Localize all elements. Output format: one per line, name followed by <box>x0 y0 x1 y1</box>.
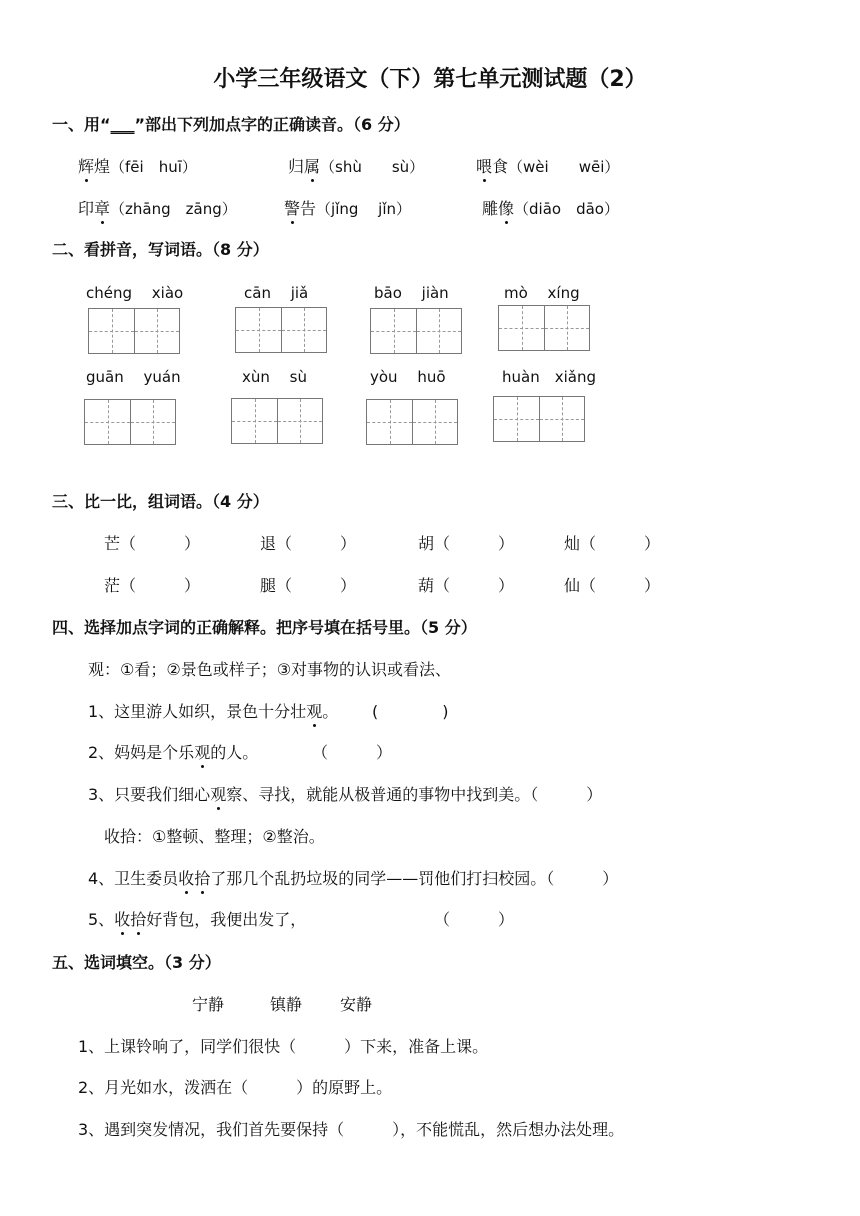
pronunciation-item: 印章（zhāng zāng） <box>78 196 237 219</box>
pronunciation-item: 喂食（wèi wēi） <box>476 154 619 177</box>
writing-grid[interactable] <box>231 398 323 444</box>
word-compare-item: 腿（ ） <box>260 576 357 595</box>
pronunciation-item: 归属（shù sù） <box>288 154 424 177</box>
section-5-heading: 五、选词填空。（3 分） <box>52 953 221 972</box>
question-item: 4、卫生委员收拾了那几个乱扔垃圾的同学——罚他们打扫校园。（ ） <box>88 866 618 889</box>
writing-grid[interactable] <box>493 396 585 442</box>
fill-blank-question: 2、月光如水，泼洒在（ ）的原野上。 <box>78 1078 393 1097</box>
word-option: 安静 <box>340 995 373 1014</box>
word-compare-item: 胡（ ） <box>418 534 515 553</box>
question-item: 3、只要我们细心观察、寻找，就能从极普通的事物中找到美。（ ） <box>88 782 602 805</box>
pinyin-label: huàn xiǎng <box>502 368 596 386</box>
writing-grid[interactable] <box>370 308 462 354</box>
word-compare-item: 退（ ） <box>260 534 357 553</box>
writing-grid[interactable] <box>84 399 176 445</box>
word-compare-item: 葫（ ） <box>418 576 515 595</box>
page-title: 小学三年级语文（下）第七单元测试题（2） <box>213 67 647 92</box>
section-1-heading: 一、用“___”部出下列加点字的正确读音。（6 分） <box>52 115 410 134</box>
definition-guan: 观：①看；②景色或样子；③对事物的认识或看法、 <box>88 660 452 679</box>
word-compare-item: 灿（ ） <box>564 534 661 553</box>
pinyin-label: cān jiǎ <box>244 284 309 302</box>
word-compare-item: 茫（ ） <box>104 576 201 595</box>
pinyin-label: guān yuán <box>86 368 181 386</box>
pinyin-label: bāo jiàn <box>374 284 449 302</box>
writing-grid[interactable] <box>498 305 590 351</box>
question-item: 5、收拾好背包，我便出发了， <box>88 907 306 930</box>
section-4-heading: 四、选择加点字词的正确解释。把序号填在括号里。（5 分） <box>52 618 477 637</box>
pinyin-label: yòu huō <box>370 368 446 386</box>
pinyin-label: mò xíng <box>504 284 580 302</box>
fill-blank-question: 3、遇到突发情况，我们首先要保持（ ），不能慌乱，然后想办法处理。 <box>78 1120 625 1139</box>
section-3-heading: 三、比一比，组词语。（4 分） <box>52 492 269 511</box>
pronunciation-item: 辉煌（fēi huī） <box>78 154 197 177</box>
answer-bracket[interactable]: ( ) <box>372 702 449 721</box>
word-compare-item: 仙（ ） <box>564 576 661 595</box>
definition-shoushi: 收拾：①整顿、整理；②整治。 <box>104 827 325 846</box>
pronunciation-item: 警告（jǐng jǐn） <box>284 196 411 219</box>
fill-blank-question: 1、上课铃响了，同学们很快（ ）下来，准备上课。 <box>78 1037 489 1056</box>
word-option: 镇静 <box>270 995 303 1014</box>
question-item: 2、妈妈是个乐观的人。 <box>88 740 258 763</box>
writing-grid[interactable] <box>235 307 327 353</box>
pinyin-label: chéng xiào <box>86 284 184 302</box>
writing-grid[interactable] <box>366 399 458 445</box>
section-2-heading: 二、看拼音，写词语。（8 分） <box>52 240 269 259</box>
word-compare-item: 芒（ ） <box>104 534 201 553</box>
writing-grid[interactable] <box>88 308 180 354</box>
pronunciation-item: 雕像（diāo dāo） <box>482 196 619 219</box>
pinyin-label: xùn sù <box>242 368 307 386</box>
answer-bracket[interactable]: （ ） <box>312 743 393 762</box>
word-option: 宁静 <box>192 995 225 1014</box>
answer-bracket[interactable]: （ ） <box>434 910 515 929</box>
question-item: 1、这里游人如织，景色十分壮观。 <box>88 699 338 722</box>
